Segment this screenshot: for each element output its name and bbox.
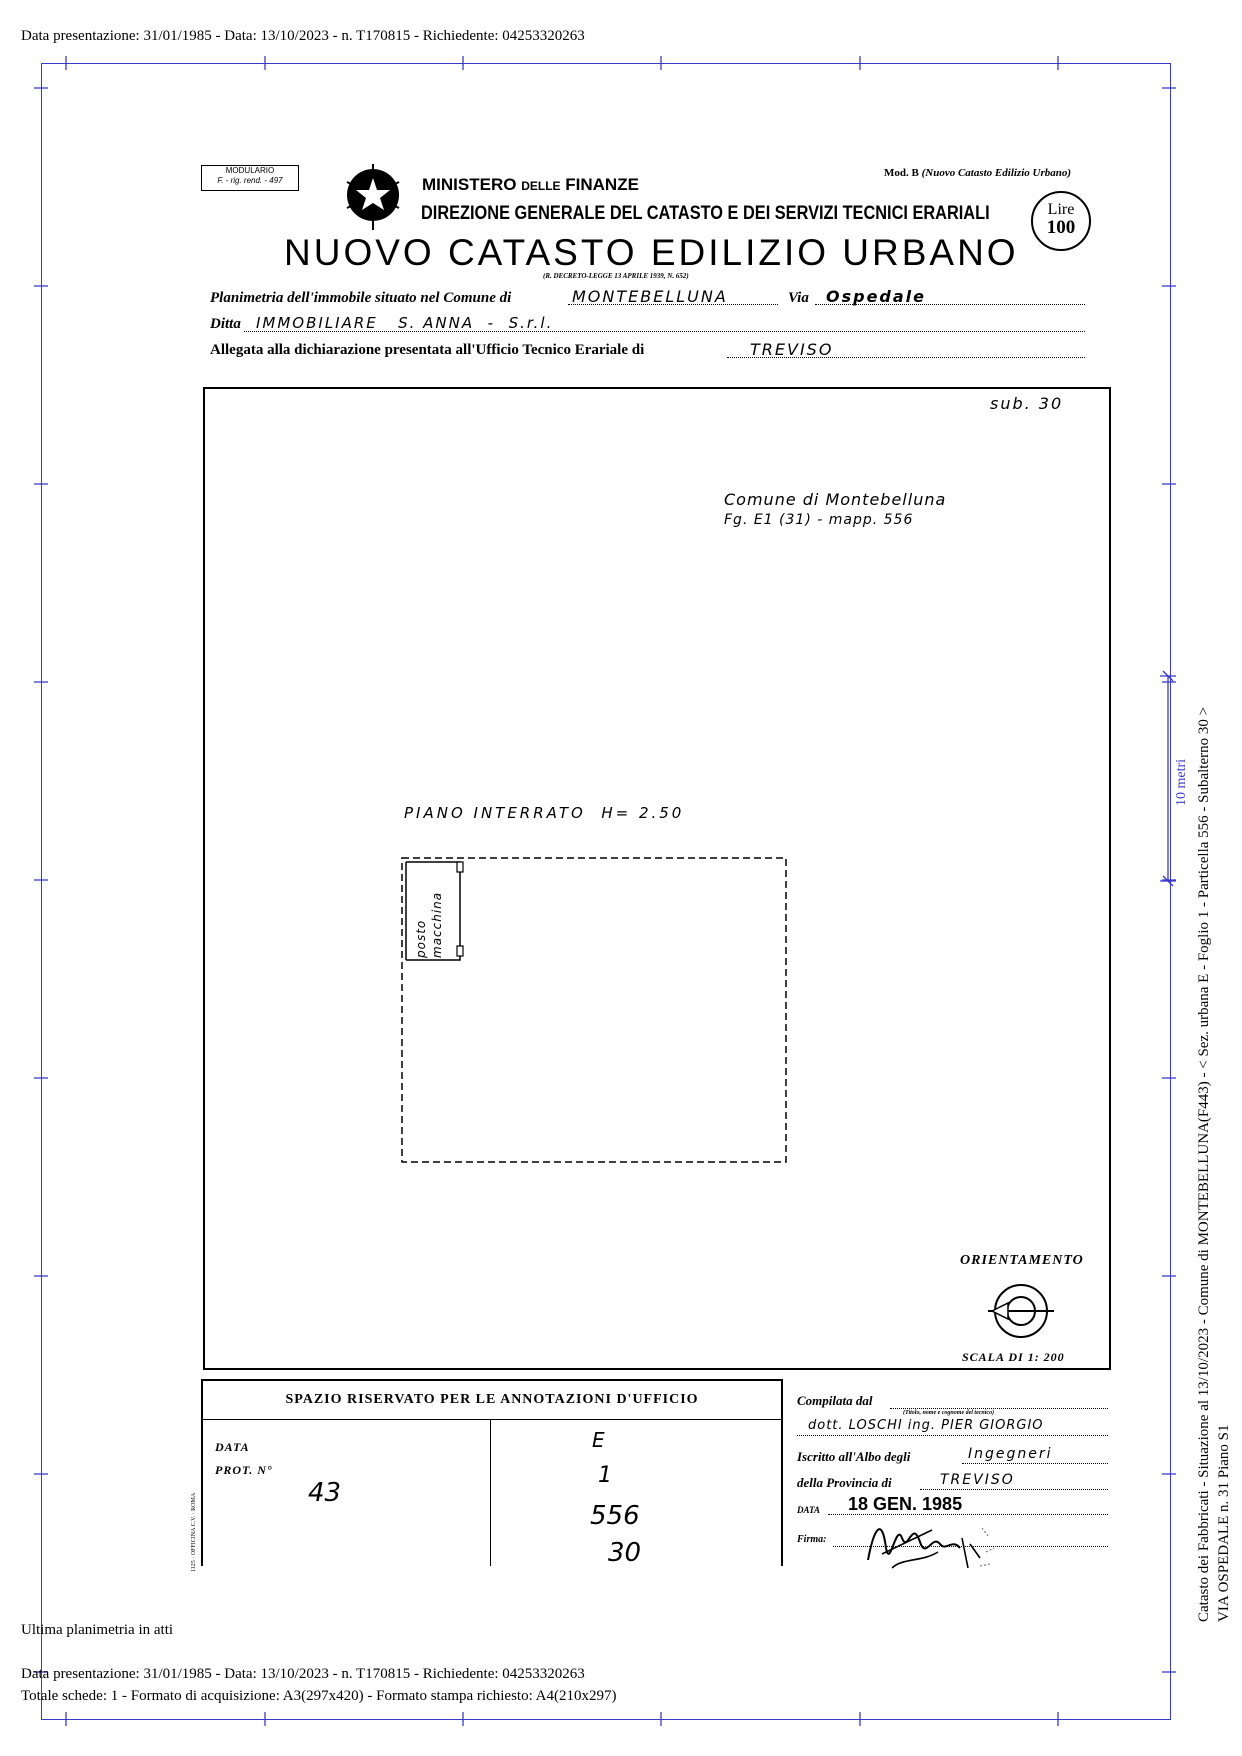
republic-emblem-icon	[343, 162, 403, 232]
posto-label-2: macchina	[430, 891, 444, 958]
office-prot-label: PROT. N°	[215, 1463, 273, 1477]
footer-line2: Totale schede: 1 - Formato di acquisizione: A3(297x420) - Formato stampa richiesto: A4(210x297)	[21, 1688, 617, 1704]
office-hand-4: 30	[608, 1538, 642, 1568]
ufficio-value: TREVISO	[750, 340, 834, 359]
provincia-label: della Provincia di	[797, 1475, 892, 1490]
signature-mark	[862, 1508, 1012, 1578]
direzione-title: DIREZIONE GENERALE DEL CATASTO E DEI SERVIZI TECNICI ERARIALI	[421, 203, 990, 224]
side-text-line2: VIA OSPEDALE n. 31 Piano S1	[1216, 1424, 1232, 1622]
comune-value: MONTEBELLUNA	[572, 287, 728, 306]
planimetria-label: Planimetria dell'immobile situato nel Comune di	[210, 290, 512, 306]
scala-label: SCALA DI 1: 200	[962, 1350, 1065, 1364]
ditta-value: IMMOBILIARE S. ANNA - S.r.l.	[256, 314, 554, 332]
firma-label: Firma:	[797, 1534, 827, 1545]
orientamento-label: ORIENTAMENTO	[960, 1253, 1084, 1268]
ministry-sub: DELLE	[521, 179, 561, 193]
decree-note: (R. DECRETO-LEGGE 13 APRILE 1939, N. 652)	[543, 272, 689, 280]
comune-note-1: Comune di Montebelluna	[724, 490, 947, 509]
floor-plan-drawing	[398, 852, 790, 1166]
office-hand-2: 1	[598, 1463, 612, 1488]
iscritto-label: Iscritto all'Albo degli	[797, 1449, 911, 1464]
office-data-label: DATA	[215, 1440, 250, 1454]
modulario-label: MODULARIO	[225, 166, 275, 175]
office-side-print: 1125 · OFFICINA C.V. · ROMA	[191, 1492, 197, 1572]
floor-label: PIANO INTERRATO H= 2.50	[404, 804, 685, 822]
lire-stamp	[1031, 191, 1091, 251]
office-hand-3: 556	[590, 1501, 640, 1531]
allegata-label: Allegata alla dichiarazione presentata all'Ufficio Tecnico Erariale di	[210, 342, 645, 358]
via-value: Ospedale	[826, 287, 927, 306]
date-stamp: 18 GEN. 1985	[848, 1494, 963, 1514]
office-divider	[490, 1419, 491, 1566]
lire-value: 100	[1046, 217, 1076, 238]
subalterno-note: sub. 30	[990, 394, 1064, 413]
footer-line1: Data presentazione: 31/01/1985 - Data: 13/10/2023 - n. T170815 - Richiedente: 04253320263	[21, 1666, 585, 1682]
provincia-value: TREVISO	[940, 1472, 1015, 1488]
via-label: Via	[788, 290, 809, 306]
office-box	[201, 1379, 783, 1566]
modulario-code: F. - rig. rend. - 497	[217, 176, 283, 185]
compilata-label: Compilata dal	[797, 1393, 873, 1408]
mod-b	[884, 167, 1071, 179]
mod-b-note: (Nuovo Catasto Edilizio Urbano)	[921, 167, 1072, 179]
date-label: DATA	[797, 1505, 821, 1515]
ministry-title	[422, 175, 639, 195]
office-heading: SPAZIO RISERVATO PER LE ANNOTAZIONI D'UFFICIO	[203, 1381, 781, 1420]
ditta-label: Ditta	[210, 316, 241, 332]
document-title: NUOVO CATASTO EDILIZIO URBANO	[284, 232, 1019, 273]
office-prot-value: 43	[308, 1478, 342, 1508]
posto-label-1: posto	[414, 919, 428, 958]
side-text-line1: Catasto dei Fabbricati - Situazione al 13/10/2023 - Comune di MONTEBELLUNA(F443) - < Sez. urbana E - Foglio 1 - Particella 556 - Subalterno 30 >	[1196, 706, 1212, 1622]
compilata-name: dott. LOSCHI ing. PIER GIORGIO	[808, 1418, 1044, 1433]
mod-b-label: Mod. B	[884, 167, 919, 179]
ministry-name: FINANZE	[565, 175, 639, 194]
scale-bar-label: 10 metri	[1174, 758, 1189, 806]
office-hand-1: E	[592, 1428, 605, 1452]
ministry-word: MINISTERO	[422, 175, 517, 194]
albo-value: Ingegneri	[968, 1446, 1053, 1462]
comune-note-2: Fg. E1 (31) - mapp. 556	[724, 512, 914, 528]
modulario-box	[201, 165, 299, 191]
header-line: Data presentazione: 31/01/1985 - Data: 13/10/2023 - n. T170815 - Richiedente: 04253320263	[21, 28, 585, 44]
ultima-planimetria: Ultima planimetria in atti	[21, 1622, 174, 1638]
compilata-note: (Titolo, nome e cognome del tecnico)	[903, 1410, 995, 1416]
compass-icon	[986, 1279, 1056, 1343]
lire-label: Lire	[1047, 201, 1075, 218]
